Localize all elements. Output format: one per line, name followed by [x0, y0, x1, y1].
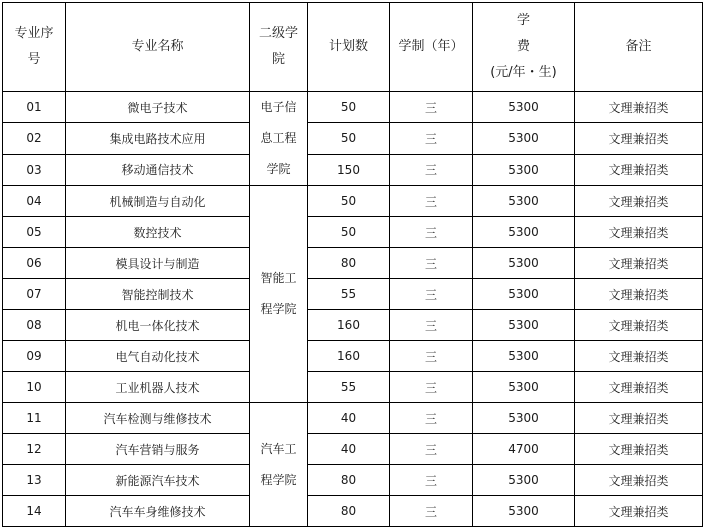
- cell-fee: 5300: [473, 279, 575, 310]
- cell-note: 文理兼招类: [575, 403, 703, 434]
- header-college-line: 二级学: [258, 26, 298, 41]
- table-row: [3, 310, 703, 341]
- cell-fee: 4700: [473, 434, 575, 465]
- table-row: [3, 341, 703, 372]
- cell-seq: 07: [3, 279, 66, 310]
- cell-seq: 01: [3, 92, 66, 123]
- cell-plan: 160: [308, 310, 390, 341]
- cell-plan: 160: [308, 341, 390, 372]
- cell-fee: 5300: [473, 92, 575, 123]
- cell-major: 数控技术: [66, 217, 250, 248]
- cell-years: 三: [390, 310, 473, 341]
- cell-years: 三: [390, 248, 473, 279]
- cell-college: [250, 403, 308, 527]
- cell-seq: 04: [3, 186, 66, 217]
- cell-plan: 80: [308, 496, 390, 527]
- college-name-line: 学院: [266, 162, 291, 176]
- college-name-line: 汽车工: [260, 441, 297, 456]
- cell-seq: 12: [3, 434, 66, 465]
- cell-major: 智能控制技术: [66, 279, 250, 310]
- cell-seq: 14: [3, 496, 66, 527]
- cell-years: 三: [390, 434, 473, 465]
- cell-plan: 50: [308, 123, 390, 154]
- header-fee-line: (元/年・生): [490, 65, 557, 80]
- cell-seq: 10: [3, 372, 66, 403]
- cell-major: 模具设计与制造: [66, 248, 250, 279]
- cell-fee: 5300: [473, 310, 575, 341]
- cell-plan: 40: [308, 434, 390, 465]
- cell-note: 文理兼招类: [575, 92, 703, 123]
- cell-seq: 09: [3, 341, 66, 372]
- cell-years: 三: [390, 123, 473, 154]
- cell-plan: 50: [308, 217, 390, 248]
- cell-seq: 11: [3, 403, 66, 434]
- cell-major: 电气自动化技术: [66, 341, 250, 372]
- header-major: 专业名称: [66, 3, 250, 92]
- header-seq-line: 专业序: [14, 26, 54, 41]
- cell-fee: 5300: [473, 341, 575, 372]
- cell-major: 工业机器人技术: [66, 372, 250, 403]
- cell-note: 文理兼招类: [575, 434, 703, 465]
- cell-fee: 5300: [473, 217, 575, 248]
- table-row: [3, 496, 703, 527]
- cell-fee: 5300: [473, 248, 575, 279]
- cell-years: 三: [390, 465, 473, 496]
- cell-fee: 5300: [473, 123, 575, 154]
- cell-major: 微电子技术: [66, 92, 250, 123]
- cell-plan: 80: [308, 465, 390, 496]
- college-name-line: 电子信: [260, 100, 297, 114]
- cell-major: 汽车车身维修技术: [66, 496, 250, 527]
- cell-fee: 5300: [473, 403, 575, 434]
- cell-seq: 13: [3, 465, 66, 496]
- cell-seq: 02: [3, 123, 66, 154]
- table-row: [3, 123, 703, 154]
- cell-major: 集成电路技术应用: [66, 123, 250, 154]
- cell-note: 文理兼招类: [575, 372, 703, 403]
- cell-fee: 5300: [473, 496, 575, 527]
- header-years: 学制（年）: [390, 3, 473, 92]
- cell-note: 文理兼招类: [575, 496, 703, 527]
- header-plan: 计划数: [308, 3, 390, 92]
- college-name-line: 息工程: [260, 131, 297, 145]
- college-name-line: 程学院: [260, 472, 297, 487]
- cell-college: [250, 186, 308, 403]
- cell-plan: 55: [308, 279, 390, 310]
- college-name-line: 智能工: [260, 271, 297, 285]
- table-row: [3, 92, 703, 123]
- cell-note: 文理兼招类: [575, 341, 703, 372]
- cell-note: 文理兼招类: [575, 310, 703, 341]
- cell-plan: 150: [308, 154, 390, 185]
- header-college: [250, 3, 308, 92]
- cell-fee: 5300: [473, 372, 575, 403]
- cell-years: 三: [390, 186, 473, 217]
- table-row: [3, 186, 703, 217]
- cell-major: 机械制造与自动化: [66, 186, 250, 217]
- header-fee-line: 费: [516, 39, 530, 54]
- table-row: [3, 403, 703, 434]
- cell-plan: 40: [308, 403, 390, 434]
- table-row: [3, 217, 703, 248]
- cell-years: 三: [390, 372, 473, 403]
- cell-college: [250, 92, 308, 186]
- cell-plan: 80: [308, 248, 390, 279]
- cell-major: 汽车检测与维修技术: [66, 403, 250, 434]
- cell-years: 三: [390, 217, 473, 248]
- enrollment-plan-table: [2, 2, 703, 527]
- cell-fee: 5300: [473, 465, 575, 496]
- cell-plan: 50: [308, 186, 390, 217]
- header-note: 备注: [575, 3, 703, 92]
- header-fee-line: 学: [516, 13, 530, 28]
- table-row: [3, 248, 703, 279]
- header-seq: [3, 3, 66, 92]
- cell-years: 三: [390, 279, 473, 310]
- cell-major: 移动通信技术: [66, 154, 250, 185]
- cell-fee: 5300: [473, 154, 575, 185]
- cell-years: 三: [390, 92, 473, 123]
- cell-note: 文理兼招类: [575, 123, 703, 154]
- cell-years: 三: [390, 403, 473, 434]
- table-row: [3, 279, 703, 310]
- header-college-line: 院: [271, 52, 285, 67]
- cell-note: 文理兼招类: [575, 186, 703, 217]
- cell-fee: 5300: [473, 186, 575, 217]
- cell-major: 新能源汽车技术: [66, 465, 250, 496]
- cell-seq: 06: [3, 248, 66, 279]
- cell-note: 文理兼招类: [575, 154, 703, 185]
- cell-plan: 50: [308, 92, 390, 123]
- header-fee: [473, 3, 575, 92]
- cell-major: 汽车营销与服务: [66, 434, 250, 465]
- cell-years: 三: [390, 496, 473, 527]
- table-row: [3, 154, 703, 185]
- header-seq-line: 号: [27, 52, 41, 67]
- cell-major: 机电一体化技术: [66, 310, 250, 341]
- cell-note: 文理兼招类: [575, 248, 703, 279]
- cell-seq: 05: [3, 217, 66, 248]
- cell-seq: 03: [3, 154, 66, 185]
- cell-seq: 08: [3, 310, 66, 341]
- table-row: [3, 465, 703, 496]
- table-row: [3, 372, 703, 403]
- cell-years: 三: [390, 341, 473, 372]
- cell-note: 文理兼招类: [575, 217, 703, 248]
- cell-note: 文理兼招类: [575, 279, 703, 310]
- cell-years: 三: [390, 154, 473, 185]
- header-row: [3, 3, 703, 92]
- table-row: [3, 434, 703, 465]
- college-name-line: 程学院: [260, 302, 297, 316]
- cell-note: 文理兼招类: [575, 465, 703, 496]
- cell-plan: 55: [308, 372, 390, 403]
